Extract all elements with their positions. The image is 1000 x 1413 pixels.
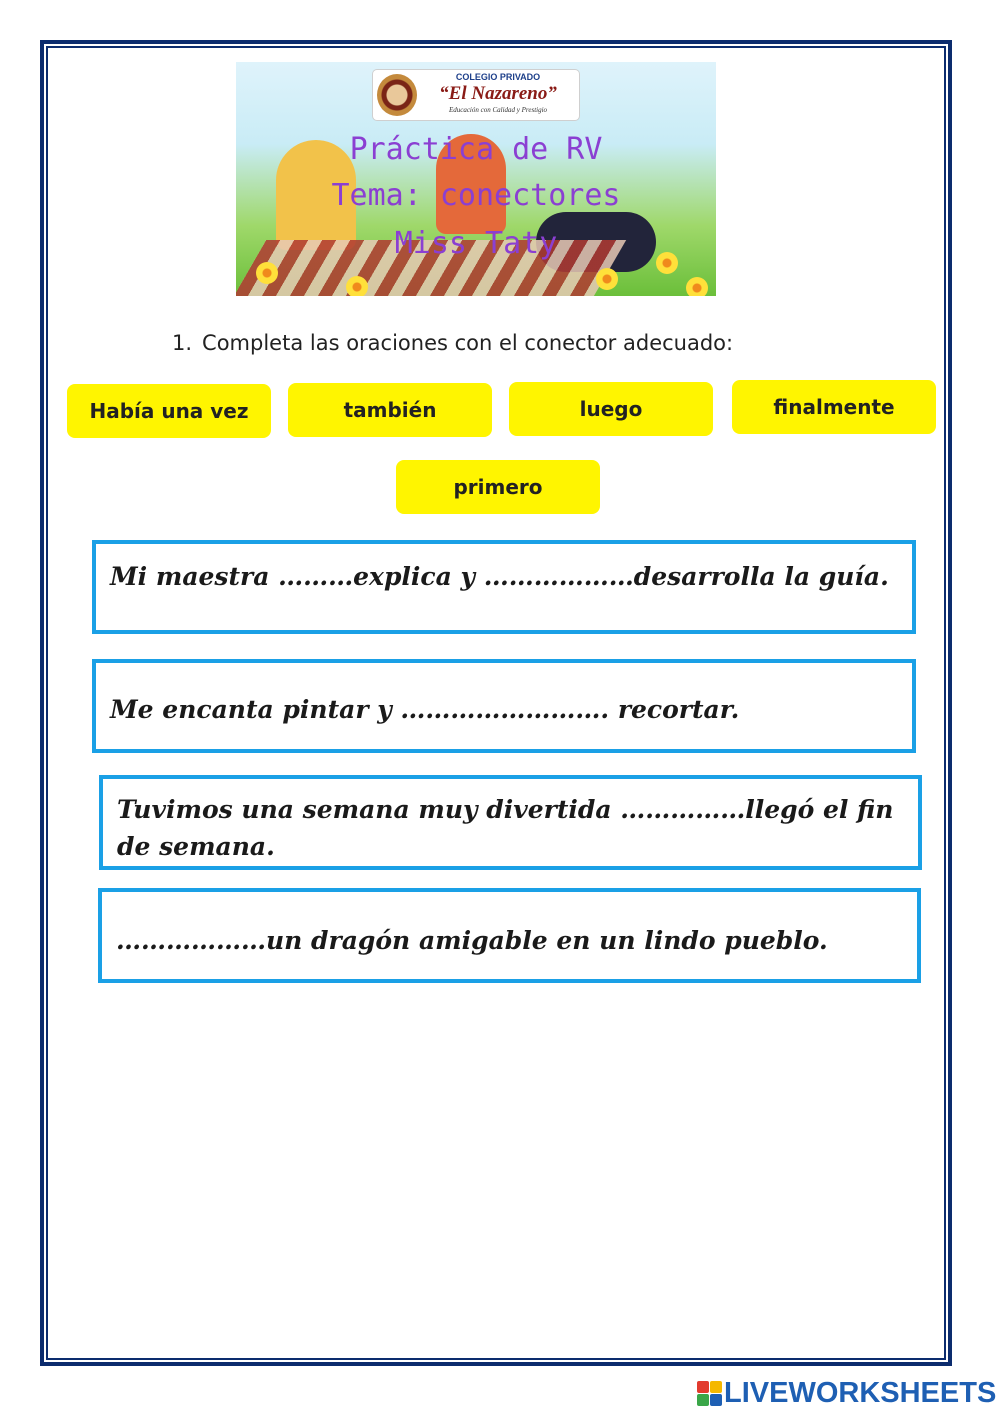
sentence-box-1[interactable]: Mi maestra ………explica y ………………desarrolla la guía. <box>92 540 916 634</box>
logo-square <box>710 1381 722 1393</box>
word-chip-primero[interactable]: primero <box>396 460 600 514</box>
word-chip-luego[interactable]: luego <box>509 382 713 436</box>
logo-square <box>710 1394 722 1406</box>
liveworksheets-brand <box>697 1376 996 1410</box>
logo-square <box>697 1381 709 1393</box>
logo-school-name: “El Nazareno” <box>439 83 557 104</box>
word-chip-finalmente[interactable]: finalmente <box>732 380 936 434</box>
exercise-instruction <box>172 331 733 355</box>
sentence-box-2[interactable]: Me encanta pintar y ……………………. recortar. <box>92 659 916 753</box>
sentence-box-4[interactable]: ………………un dragón amigable en un lindo pueblo. <box>98 888 921 983</box>
logo-motto: Educación con Calidad y Prestigio <box>448 106 548 114</box>
instruction-text: Completa las oraciones con el conector adecuado: <box>202 331 734 355</box>
sentence-box-3[interactable]: Tuvimos una semana muy divertida ……………llegó el fin de semana. <box>99 775 922 870</box>
flower-icon <box>596 268 618 290</box>
logo-school-type: COLEGIO PRIVADO <box>455 72 541 82</box>
title-topic: Tema: conectores <box>331 178 621 213</box>
flower-icon <box>256 262 278 284</box>
title-teacher: Miss Taty <box>394 226 558 261</box>
word-chip-tambien[interactable]: también <box>288 383 492 437</box>
logo-square <box>697 1394 709 1406</box>
liveworksheets-logo-icon <box>697 1381 722 1406</box>
exercise-number: 1. <box>172 331 193 355</box>
flower-icon <box>346 276 368 296</box>
word-chip-habia-una-vez[interactable]: Había una vez <box>67 384 271 438</box>
flower-icon <box>686 277 708 296</box>
school-seal-icon <box>377 74 417 116</box>
brand-wordmark: LIVEWORKSHEETS <box>724 1376 997 1409</box>
title-practice: Práctica de RV <box>349 132 603 167</box>
header-banner <box>236 62 716 296</box>
school-logo <box>373 70 579 120</box>
